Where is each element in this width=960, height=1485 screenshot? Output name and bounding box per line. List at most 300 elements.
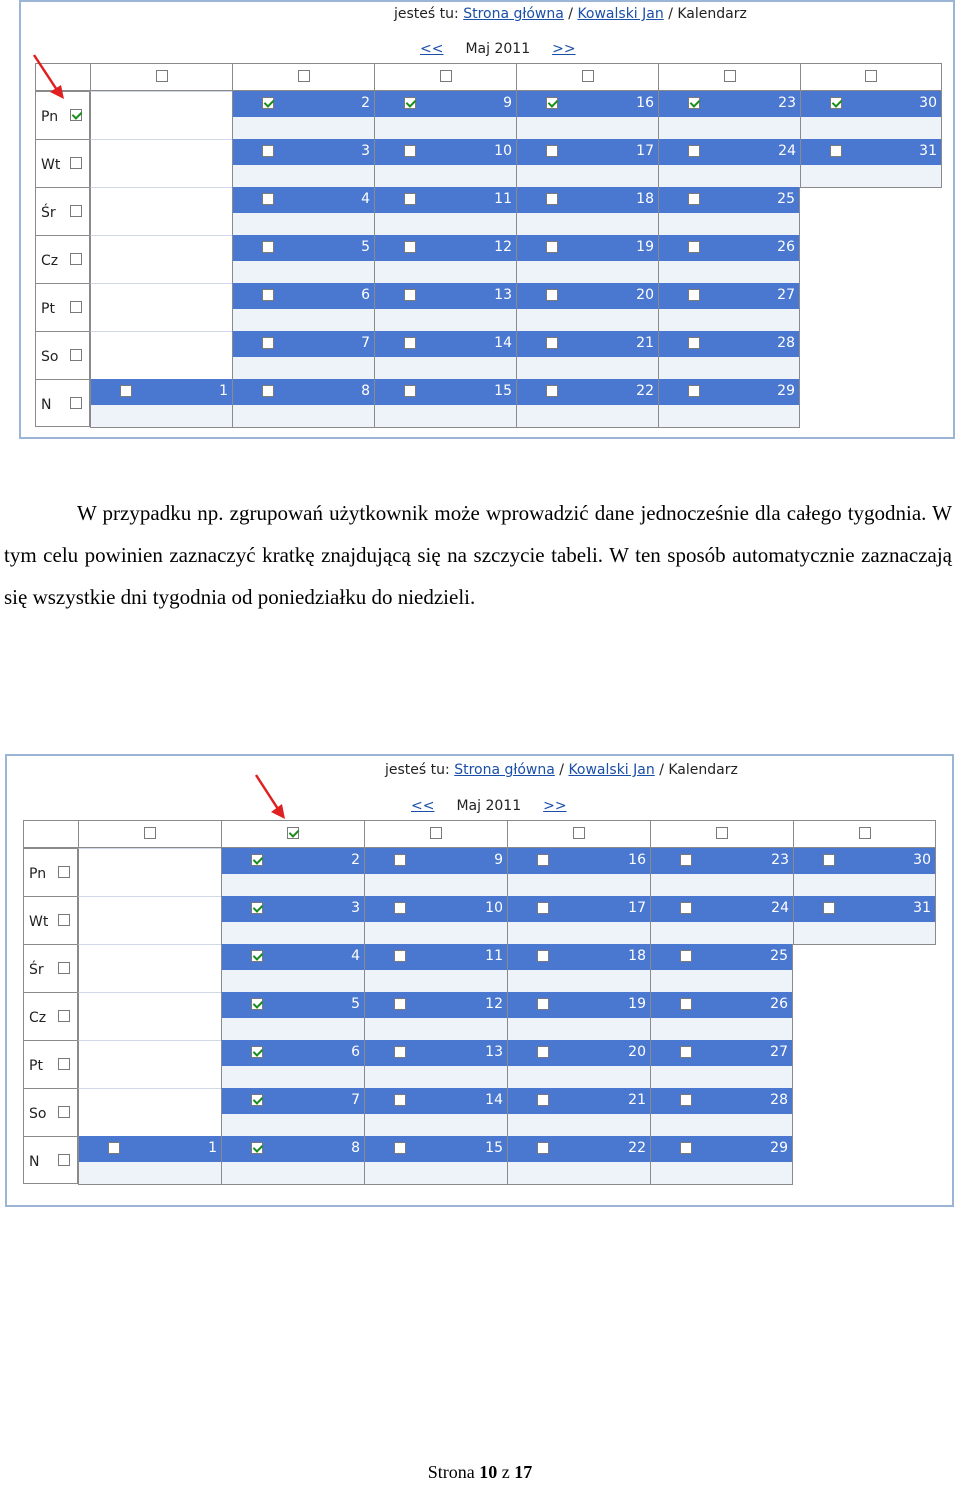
day-cell-band bbox=[222, 848, 364, 874]
day-number: 27 bbox=[770, 1044, 788, 1060]
day-cell[interactable] bbox=[232, 379, 374, 427]
day-cell-band bbox=[233, 379, 374, 405]
day-number: 14 bbox=[494, 335, 512, 351]
day-checkbox[interactable] bbox=[546, 145, 558, 157]
weekday-label: Śr bbox=[41, 205, 56, 221]
day-number: 5 bbox=[361, 239, 370, 255]
day-number: 26 bbox=[770, 996, 788, 1012]
day-cell[interactable] bbox=[374, 235, 516, 283]
day-cell[interactable] bbox=[650, 896, 793, 944]
day-cell[interactable] bbox=[507, 944, 650, 992]
breadcrumb-prefix: jesteś tu: bbox=[385, 762, 450, 778]
day-checkbox[interactable] bbox=[251, 950, 263, 962]
day-number: 19 bbox=[628, 996, 646, 1012]
day-cell[interactable] bbox=[374, 91, 516, 139]
empty-day-cell bbox=[90, 235, 232, 283]
day-checkbox[interactable] bbox=[251, 1046, 263, 1058]
day-cell-band bbox=[222, 1136, 364, 1162]
breadcrumb-separator: / bbox=[559, 762, 564, 778]
day-checkbox[interactable] bbox=[537, 854, 549, 866]
day-checkbox[interactable] bbox=[262, 337, 274, 349]
day-cell[interactable] bbox=[658, 187, 800, 235]
week-select-checkbox[interactable] bbox=[859, 827, 871, 839]
breadcrumb-current: Kalendarz bbox=[677, 6, 747, 22]
day-number: 18 bbox=[628, 948, 646, 964]
day-checkbox[interactable] bbox=[830, 97, 842, 109]
day-checkbox[interactable] bbox=[680, 854, 692, 866]
day-number: 2 bbox=[361, 95, 370, 111]
day-checkbox[interactable] bbox=[394, 950, 406, 962]
day-cell[interactable] bbox=[221, 1088, 364, 1136]
day-cell[interactable] bbox=[516, 235, 658, 283]
breadcrumb-separator: / bbox=[659, 762, 664, 778]
day-number: 2 bbox=[351, 852, 360, 868]
day-checkbox[interactable] bbox=[404, 337, 416, 349]
weekday-select-checkbox[interactable] bbox=[58, 1058, 70, 1070]
empty-day-cell bbox=[90, 139, 232, 187]
week-header-cell bbox=[650, 820, 793, 848]
day-number: 22 bbox=[636, 383, 654, 399]
day-checkbox[interactable] bbox=[394, 1046, 406, 1058]
week-header-cell bbox=[364, 820, 507, 848]
day-number: 4 bbox=[351, 948, 360, 964]
day-cell[interactable] bbox=[221, 944, 364, 992]
day-checkbox[interactable] bbox=[262, 385, 274, 397]
weekday-select-checkbox[interactable] bbox=[70, 301, 82, 313]
weekday-label-cell bbox=[35, 139, 90, 187]
day-checkbox[interactable] bbox=[537, 1046, 549, 1058]
day-number: 24 bbox=[778, 143, 796, 159]
day-cell-band bbox=[233, 187, 374, 213]
day-checkbox[interactable] bbox=[823, 854, 835, 866]
day-checkbox[interactable] bbox=[262, 241, 274, 253]
day-checkbox[interactable] bbox=[680, 1142, 692, 1154]
day-number: 23 bbox=[778, 95, 796, 111]
day-number: 14 bbox=[485, 1092, 503, 1108]
day-checkbox[interactable] bbox=[262, 145, 274, 157]
grid-bottom-line bbox=[800, 187, 942, 188]
weekday-select-checkbox[interactable] bbox=[58, 914, 70, 926]
grid-bottom-line bbox=[793, 944, 936, 945]
day-number: 30 bbox=[919, 95, 937, 111]
day-cell[interactable] bbox=[650, 1040, 793, 1088]
day-cell[interactable] bbox=[374, 379, 516, 427]
weekday-label: N bbox=[29, 1154, 40, 1170]
day-number: 24 bbox=[771, 900, 789, 916]
day-cell[interactable] bbox=[232, 331, 374, 379]
day-checkbox[interactable] bbox=[251, 1142, 263, 1154]
week-select-checkbox[interactable] bbox=[430, 827, 442, 839]
day-cell[interactable] bbox=[221, 1040, 364, 1088]
day-cell[interactable] bbox=[364, 1088, 507, 1136]
breadcrumb-link-home[interactable]: Strona główna bbox=[463, 6, 564, 22]
week-select-checkbox[interactable] bbox=[287, 827, 299, 839]
day-cell[interactable] bbox=[221, 1136, 364, 1184]
day-cell[interactable] bbox=[516, 331, 658, 379]
breadcrumb-prefix: jesteś tu: bbox=[394, 6, 459, 22]
day-checkbox[interactable] bbox=[262, 193, 274, 205]
day-cell-band bbox=[365, 848, 507, 874]
day-cell-band bbox=[91, 379, 232, 405]
footer-page-total: 17 bbox=[514, 1462, 533, 1482]
weekday-select-checkbox[interactable] bbox=[58, 962, 70, 974]
day-checkbox[interactable] bbox=[120, 385, 132, 397]
weekday-select-checkbox[interactable] bbox=[58, 1106, 70, 1118]
day-cell-band bbox=[79, 1136, 221, 1162]
week-select-checkbox[interactable] bbox=[724, 70, 736, 82]
day-checkbox[interactable] bbox=[251, 1094, 263, 1106]
day-checkbox[interactable] bbox=[537, 998, 549, 1010]
day-number: 17 bbox=[636, 143, 654, 159]
weekday-select-checkbox[interactable] bbox=[58, 1010, 70, 1022]
weekday-label-cell bbox=[23, 848, 78, 896]
day-checkbox[interactable] bbox=[537, 902, 549, 914]
empty-day-cell bbox=[78, 1040, 221, 1088]
day-checkbox[interactable] bbox=[688, 289, 700, 301]
weekday-label: Cz bbox=[29, 1010, 47, 1026]
empty-day-cell bbox=[78, 944, 221, 992]
day-checkbox[interactable] bbox=[688, 385, 700, 397]
week-select-checkbox[interactable] bbox=[440, 70, 452, 82]
red-arrow-icon bbox=[253, 772, 293, 822]
empty-day-cell bbox=[78, 848, 221, 896]
weekday-label-cell bbox=[23, 1088, 78, 1136]
day-cell[interactable] bbox=[507, 896, 650, 944]
day-number: 12 bbox=[485, 996, 503, 1012]
day-number: 13 bbox=[485, 1044, 503, 1060]
day-number: 31 bbox=[913, 900, 931, 916]
weekday-label-cell bbox=[23, 992, 78, 1040]
week-header-cell bbox=[800, 63, 942, 91]
day-cell-band bbox=[222, 992, 364, 1018]
day-checkbox[interactable] bbox=[251, 998, 263, 1010]
day-cell[interactable] bbox=[374, 139, 516, 187]
day-checkbox[interactable] bbox=[262, 289, 274, 301]
day-cell-band bbox=[222, 944, 364, 970]
day-checkbox[interactable] bbox=[688, 97, 700, 109]
day-cell[interactable] bbox=[232, 283, 374, 331]
day-cell[interactable] bbox=[232, 139, 374, 187]
day-cell[interactable] bbox=[658, 331, 800, 379]
weekday-select-checkbox[interactable] bbox=[70, 253, 82, 265]
weekday-select-checkbox[interactable] bbox=[58, 866, 70, 878]
day-checkbox[interactable] bbox=[537, 1142, 549, 1154]
day-number: 9 bbox=[503, 95, 512, 111]
day-cell[interactable] bbox=[650, 1136, 793, 1184]
day-checkbox[interactable] bbox=[108, 1142, 120, 1154]
day-cell-band bbox=[233, 235, 374, 261]
day-number: 16 bbox=[636, 95, 654, 111]
day-cell[interactable] bbox=[90, 379, 232, 427]
red-arrow-icon bbox=[31, 52, 71, 102]
day-checkbox[interactable] bbox=[394, 1094, 406, 1106]
day-cell[interactable] bbox=[650, 1088, 793, 1136]
next-month-link[interactable]: >> bbox=[552, 41, 576, 57]
day-cell[interactable] bbox=[650, 992, 793, 1040]
day-checkbox[interactable] bbox=[404, 241, 416, 253]
breadcrumb bbox=[394, 6, 747, 22]
day-checkbox[interactable] bbox=[688, 337, 700, 349]
day-number: 4 bbox=[361, 191, 370, 207]
calendar-panel-1 bbox=[19, 0, 955, 439]
week-select-checkbox[interactable] bbox=[298, 70, 310, 82]
day-cell[interactable] bbox=[374, 283, 516, 331]
week-header-cell bbox=[658, 63, 800, 91]
weekday-label: Pt bbox=[29, 1058, 43, 1074]
week-select-checkbox[interactable] bbox=[573, 827, 585, 839]
empty-day-cell bbox=[78, 992, 221, 1040]
weekday-label: Cz bbox=[41, 253, 59, 269]
weekday-select-checkbox[interactable] bbox=[70, 397, 82, 409]
week-select-checkbox[interactable] bbox=[156, 70, 168, 82]
day-number: 31 bbox=[919, 143, 937, 159]
day-checkbox[interactable] bbox=[394, 902, 406, 914]
breadcrumb-separator: / bbox=[568, 6, 573, 22]
calendar-panel-2 bbox=[5, 754, 954, 1207]
day-cell[interactable] bbox=[658, 283, 800, 331]
day-number: 11 bbox=[485, 948, 503, 964]
day-checkbox[interactable] bbox=[404, 145, 416, 157]
weekday-label-cell bbox=[23, 944, 78, 992]
day-checkbox[interactable] bbox=[688, 241, 700, 253]
day-number: 25 bbox=[777, 191, 795, 207]
day-cell[interactable] bbox=[516, 379, 658, 427]
day-checkbox[interactable] bbox=[680, 998, 692, 1010]
day-cell[interactable] bbox=[364, 1136, 507, 1184]
day-cell[interactable] bbox=[507, 1088, 650, 1136]
day-number: 9 bbox=[494, 852, 503, 868]
day-checkbox[interactable] bbox=[394, 854, 406, 866]
day-cell[interactable] bbox=[221, 848, 364, 896]
week-header-cell bbox=[221, 820, 364, 848]
day-number: 12 bbox=[494, 239, 512, 255]
day-number: 7 bbox=[361, 335, 370, 351]
day-number: 15 bbox=[485, 1140, 503, 1156]
day-cell[interactable] bbox=[793, 848, 936, 896]
day-cell[interactable] bbox=[374, 187, 516, 235]
empty-day-cell bbox=[90, 283, 232, 331]
week-header-cell bbox=[507, 820, 650, 848]
day-number: 22 bbox=[628, 1140, 646, 1156]
week-header-cell bbox=[90, 63, 232, 91]
day-checkbox[interactable] bbox=[688, 145, 700, 157]
day-number: 13 bbox=[494, 287, 512, 303]
week-header-cell bbox=[78, 820, 221, 848]
day-number: 26 bbox=[777, 239, 795, 255]
week-select-checkbox[interactable] bbox=[865, 70, 877, 82]
day-checkbox[interactable] bbox=[688, 193, 700, 205]
weekday-label: Pt bbox=[41, 301, 55, 317]
weekday-label: N bbox=[41, 397, 52, 413]
day-cell[interactable] bbox=[232, 235, 374, 283]
month-navigation bbox=[420, 41, 576, 57]
day-number: 19 bbox=[636, 239, 654, 255]
week-header-cell bbox=[232, 63, 374, 91]
weekday-label-cell bbox=[35, 187, 90, 235]
day-checkbox[interactable] bbox=[537, 1094, 549, 1106]
day-checkbox[interactable] bbox=[404, 385, 416, 397]
breadcrumb-link-user[interactable]: Kowalski Jan bbox=[568, 762, 655, 778]
week-select-checkbox[interactable] bbox=[582, 70, 594, 82]
day-cell[interactable] bbox=[364, 848, 507, 896]
day-checkbox[interactable] bbox=[262, 97, 274, 109]
day-number: 1 bbox=[219, 383, 228, 399]
day-number: 10 bbox=[485, 900, 503, 916]
day-number: 15 bbox=[494, 383, 512, 399]
day-number: 29 bbox=[777, 383, 795, 399]
weekday-label: Śr bbox=[29, 962, 44, 978]
day-number: 20 bbox=[628, 1044, 646, 1060]
day-cell[interactable] bbox=[507, 1136, 650, 1184]
day-cell[interactable] bbox=[800, 139, 942, 187]
day-cell[interactable] bbox=[507, 1040, 650, 1088]
month-navigation bbox=[411, 798, 567, 814]
breadcrumb-current: Kalendarz bbox=[668, 762, 738, 778]
day-number: 11 bbox=[494, 191, 512, 207]
weekday-label-cell bbox=[23, 896, 78, 944]
day-checkbox[interactable] bbox=[823, 902, 835, 914]
day-cell[interactable] bbox=[78, 1136, 221, 1184]
weekday-label-cell bbox=[35, 379, 90, 427]
footer-page-number: 10 bbox=[479, 1462, 498, 1482]
weekday-label-cell bbox=[35, 235, 90, 283]
day-number: 30 bbox=[913, 852, 931, 868]
day-checkbox[interactable] bbox=[546, 193, 558, 205]
weekday-select-checkbox[interactable] bbox=[70, 349, 82, 361]
day-cell[interactable] bbox=[364, 992, 507, 1040]
weekday-label: Wt bbox=[41, 157, 61, 173]
day-cell[interactable] bbox=[800, 91, 942, 139]
day-cell[interactable] bbox=[658, 235, 800, 283]
day-number: 3 bbox=[351, 900, 360, 916]
weekday-label: Wt bbox=[29, 914, 49, 930]
day-checkbox[interactable] bbox=[394, 998, 406, 1010]
day-checkbox[interactable] bbox=[680, 902, 692, 914]
instruction-paragraph bbox=[4, 492, 952, 618]
day-cell[interactable] bbox=[364, 944, 507, 992]
day-cell[interactable] bbox=[364, 896, 507, 944]
breadcrumb-link-home[interactable]: Strona główna bbox=[454, 762, 555, 778]
day-cell[interactable] bbox=[658, 379, 800, 427]
weekday-select-checkbox[interactable] bbox=[70, 205, 82, 217]
day-cell[interactable] bbox=[658, 139, 800, 187]
weekday-label: Pn bbox=[41, 109, 59, 125]
day-number: 21 bbox=[628, 1092, 646, 1108]
day-checkbox[interactable] bbox=[546, 337, 558, 349]
day-cell[interactable] bbox=[232, 187, 374, 235]
week-select-checkbox[interactable] bbox=[144, 827, 156, 839]
day-cell[interactable] bbox=[507, 992, 650, 1040]
day-cell-band bbox=[375, 91, 516, 117]
weekday-label: Pn bbox=[29, 866, 47, 882]
day-cell[interactable] bbox=[232, 91, 374, 139]
empty-day-cell bbox=[90, 331, 232, 379]
day-cell[interactable] bbox=[374, 331, 516, 379]
day-number: 6 bbox=[361, 287, 370, 303]
day-cell[interactable] bbox=[516, 187, 658, 235]
weekday-select-checkbox[interactable] bbox=[70, 109, 82, 121]
breadcrumb-separator: / bbox=[668, 6, 673, 22]
day-number: 23 bbox=[771, 852, 789, 868]
day-number: 1 bbox=[208, 1140, 217, 1156]
week-select-checkbox[interactable] bbox=[716, 827, 728, 839]
weekday-label-cell bbox=[23, 1136, 78, 1184]
day-number: 3 bbox=[361, 143, 370, 159]
day-number: 10 bbox=[494, 143, 512, 159]
day-cell[interactable] bbox=[221, 992, 364, 1040]
day-checkbox[interactable] bbox=[404, 289, 416, 301]
day-number: 17 bbox=[628, 900, 646, 916]
day-number: 28 bbox=[770, 1092, 788, 1108]
weekday-select-checkbox[interactable] bbox=[58, 1154, 70, 1166]
day-checkbox[interactable] bbox=[404, 97, 416, 109]
day-number: 18 bbox=[636, 191, 654, 207]
day-cell[interactable] bbox=[364, 1040, 507, 1088]
breadcrumb bbox=[385, 762, 738, 778]
day-number: 16 bbox=[628, 852, 646, 868]
breadcrumb-link-user[interactable]: Kowalski Jan bbox=[577, 6, 664, 22]
week-header-cell bbox=[516, 63, 658, 91]
weekday-select-checkbox[interactable] bbox=[70, 157, 82, 169]
day-checkbox[interactable] bbox=[830, 145, 842, 157]
day-checkbox[interactable] bbox=[546, 241, 558, 253]
day-cell-band bbox=[233, 91, 374, 117]
day-cell[interactable] bbox=[658, 91, 800, 139]
empty-day-cell bbox=[78, 1088, 221, 1136]
empty-day-cell bbox=[90, 91, 232, 139]
weekday-label-cell bbox=[35, 331, 90, 379]
day-cell[interactable] bbox=[793, 896, 936, 944]
day-cell-band bbox=[233, 331, 374, 357]
day-checkbox[interactable] bbox=[251, 902, 263, 914]
day-number: 6 bbox=[351, 1044, 360, 1060]
day-number: 7 bbox=[351, 1092, 360, 1108]
day-checkbox[interactable] bbox=[537, 950, 549, 962]
prev-month-link[interactable]: << bbox=[420, 41, 444, 57]
footer-prefix: Strona bbox=[427, 1462, 475, 1482]
day-checkbox[interactable] bbox=[394, 1142, 406, 1154]
day-cell[interactable] bbox=[507, 848, 650, 896]
day-cell[interactable] bbox=[650, 848, 793, 896]
day-number: 28 bbox=[777, 335, 795, 351]
day-cell[interactable] bbox=[516, 283, 658, 331]
header-corner-cell bbox=[23, 820, 78, 848]
day-checkbox[interactable] bbox=[546, 97, 558, 109]
page-footer bbox=[0, 1462, 960, 1483]
day-checkbox[interactable] bbox=[680, 1046, 692, 1058]
day-number: 5 bbox=[351, 996, 360, 1012]
day-cell[interactable] bbox=[221, 896, 364, 944]
day-cell-band bbox=[222, 896, 364, 922]
day-checkbox[interactable] bbox=[680, 950, 692, 962]
day-checkbox[interactable] bbox=[404, 193, 416, 205]
footer-mid: z bbox=[501, 1462, 510, 1482]
grid-bottom-line bbox=[78, 1184, 793, 1185]
day-checkbox[interactable] bbox=[680, 1094, 692, 1106]
day-checkbox[interactable] bbox=[251, 854, 263, 866]
day-checkbox[interactable] bbox=[546, 289, 558, 301]
day-number: 20 bbox=[636, 287, 654, 303]
weekday-label-cell bbox=[23, 1040, 78, 1088]
weekday-label: So bbox=[41, 349, 59, 365]
next-month-link[interactable]: >> bbox=[543, 798, 567, 814]
day-cell[interactable] bbox=[516, 139, 658, 187]
month-label: Maj 2011 bbox=[456, 798, 522, 814]
day-checkbox[interactable] bbox=[546, 385, 558, 397]
day-cell[interactable] bbox=[516, 91, 658, 139]
prev-month-link[interactable]: << bbox=[411, 798, 435, 814]
day-cell[interactable] bbox=[650, 944, 793, 992]
